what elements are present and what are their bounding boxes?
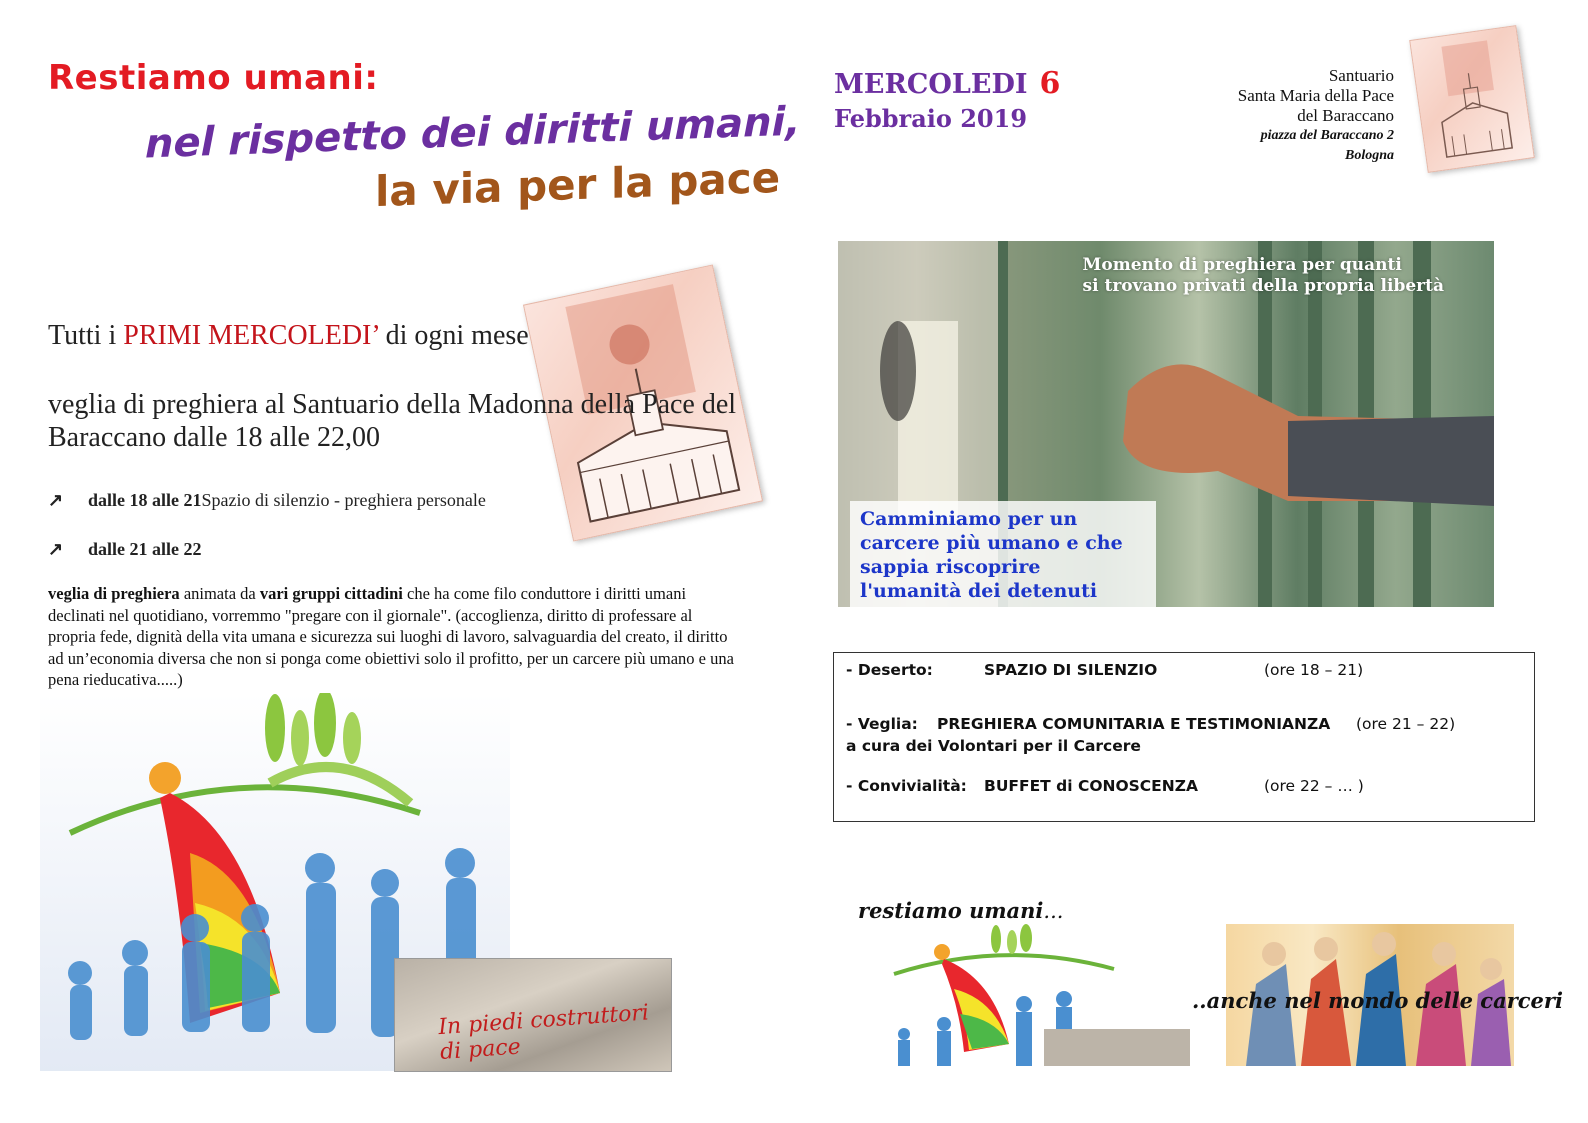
restiamo-text: restiamo umani bbox=[858, 898, 1044, 923]
schedule-activity: PREGHIERA COMUNITARIA E TESTIMONIANZA bbox=[937, 715, 1331, 733]
bullet-arrow-icon: ↗ bbox=[48, 490, 64, 510]
schedule-label: - Veglia: bbox=[846, 715, 918, 733]
schedule-activity: SPAZIO DI SILENZIO bbox=[984, 661, 1158, 679]
para-bold-1: veglia di preghiera bbox=[48, 584, 180, 603]
address-line-4: piazza del Baraccano 2 bbox=[1260, 128, 1394, 143]
photo-caption-bottom: Camminiamo per un carcere più umano e che sappia riscoprire l'umanità dei detenuti bbox=[850, 501, 1156, 607]
subtitle-diritti-umani: nel rispetto dei diritti umani, bbox=[145, 98, 801, 168]
schedule-activity-veglia bbox=[937, 715, 1330, 733]
address-line-2: Santa Maria della Pace bbox=[1237, 86, 1394, 105]
schedule-label: - Deserto: bbox=[846, 661, 933, 679]
restiamo-dots: ... bbox=[1043, 899, 1064, 923]
intro-highlight: PRIMI MERCOLEDI’ bbox=[123, 320, 379, 351]
schedule-label: - Convivialità: bbox=[846, 777, 967, 795]
schedule-time-deserto: (ore 18 – 21) bbox=[1264, 661, 1364, 679]
schedule-activity-convivialita bbox=[984, 777, 1198, 795]
para-text-1: animata da bbox=[179, 584, 260, 603]
schedule-activity: BUFFET di CONOSCENZA bbox=[984, 777, 1198, 795]
schedule-row-deserto bbox=[846, 661, 933, 679]
weekday-label: MERCOLEDI bbox=[834, 69, 1028, 100]
sanctuary-address bbox=[1238, 66, 1394, 166]
bullet-arrow-icon: ↗ bbox=[48, 539, 64, 559]
address-line-5: Bologna bbox=[1344, 148, 1394, 163]
intro-suffix: di ogni mese bbox=[378, 320, 529, 351]
small-rainbow-people-icon bbox=[884, 924, 1190, 1066]
subtitle-via-pace: la via per la pace bbox=[375, 152, 781, 217]
stone-plaque-text: In piedi costruttori di pace bbox=[437, 1000, 650, 1066]
schedule-time-veglia: (ore 21 – 22) bbox=[1356, 715, 1456, 733]
bullet-item-2 bbox=[48, 539, 202, 560]
carceri-caption: ..anche nel mondo delle carceri bbox=[1192, 988, 1563, 1013]
title-restiamo-umani: Restiamo umani: bbox=[48, 58, 379, 98]
small-rainbow-illustration bbox=[884, 924, 1190, 1066]
event-weekday bbox=[834, 66, 1060, 101]
schedule-note: a cura dei Volontari per il Carcere bbox=[846, 737, 1141, 755]
church-sketch-icon bbox=[1410, 26, 1533, 171]
bullet-item-1 bbox=[48, 490, 486, 511]
event-month-year: Febbraio 2019 bbox=[834, 104, 1028, 133]
schedule-box bbox=[833, 652, 1535, 822]
restiamo-umani-caption bbox=[858, 898, 1063, 923]
photo-caption-top-line-1: Momento di preghiera per quanti bbox=[1082, 255, 1402, 275]
schedule-note-veglia bbox=[846, 737, 1141, 755]
intro-prefix: Tutti i bbox=[48, 320, 124, 351]
schedule-row-veglia bbox=[846, 715, 918, 733]
para-bold-2: vari gruppi cittadini bbox=[259, 584, 403, 603]
schedule-row-convivialita bbox=[846, 777, 967, 795]
bullet-time-2: dalle 21 alle 22 bbox=[88, 539, 202, 559]
para-text-2: che ha come filo conduttore i diritti umani declinati nel quotidiano, vorremmo "pregare con il giornale". (accoglienza, diritto di professare al propria fede, dignità della vita umana e sicurezza sui luoghi di lavoro, salvaguardia del creato, il diritto ad un’economia diversa che non si ponga come obiettivi solo il profitto, per un carcere più umano e una pena rieducativa.....) bbox=[48, 584, 734, 689]
schedule-time-convivialita: (ore 22 – … ) bbox=[1264, 777, 1364, 795]
photo-caption-top bbox=[1083, 255, 1444, 297]
bullet-desc-1: Spazio di silenzio - preghiera personale bbox=[201, 490, 486, 510]
photo-caption-top-line-2: si trovano privati della propria libertà bbox=[1082, 276, 1444, 296]
stone-plaque bbox=[394, 958, 672, 1072]
address-line-1: Santuario bbox=[1328, 66, 1394, 85]
vigil-description: veglia di preghiera al Santuario della Madonna della Pace del Baraccano dalle 18 alle 22,00 bbox=[48, 389, 737, 453]
monthly-intro bbox=[48, 320, 529, 352]
vigil-paragraph bbox=[48, 583, 738, 691]
bullet-time-1: dalle 18 alle 21 bbox=[88, 490, 202, 510]
prison-prayer-photo bbox=[838, 241, 1494, 607]
address-line-3: del Baraccano bbox=[1297, 106, 1394, 125]
day-number: 6 bbox=[1039, 66, 1061, 101]
sanctuary-image-small bbox=[1409, 25, 1535, 173]
schedule-activity-deserto bbox=[984, 661, 1157, 679]
